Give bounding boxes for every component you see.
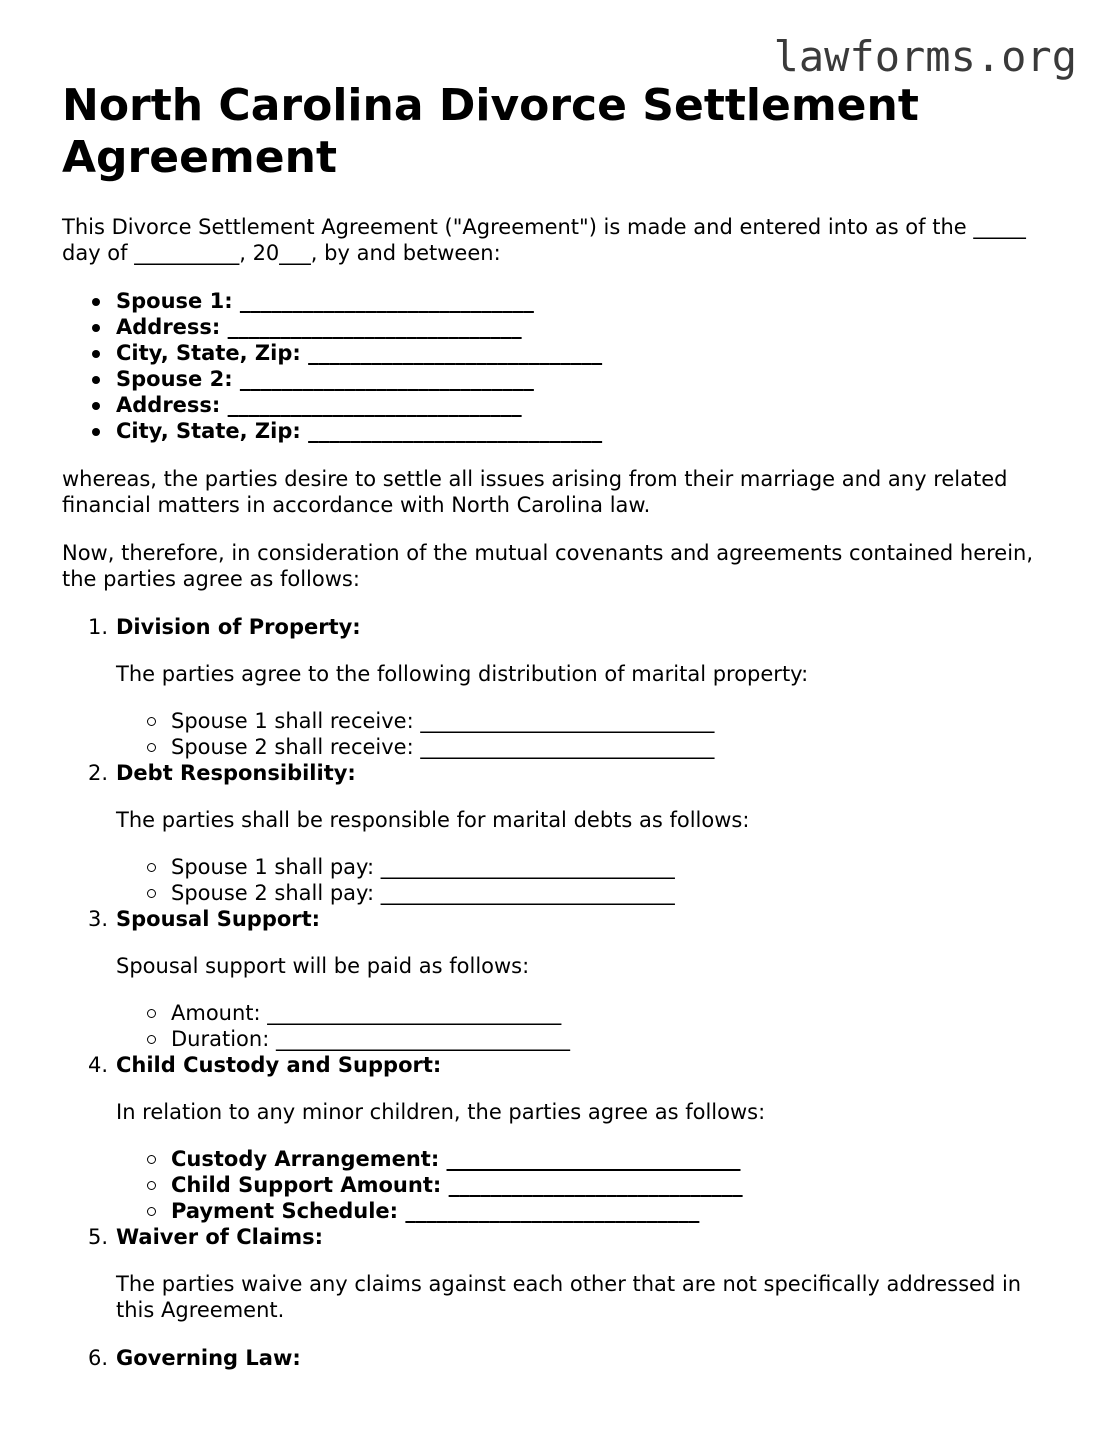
document-title: North Carolina Divorce Settlement Agreement [62,80,919,183]
party-spouse1-address: Address: ____________________________ [116,314,1062,340]
list-item: Duration: ____________________________ [171,1026,1062,1052]
parties-list [62,288,1062,444]
list-item: Amount: ____________________________ [171,1000,1062,1026]
section-title: Governing Law: [116,1346,301,1370]
section-description: Spousal support will be paid as follows: [116,954,530,978]
section-items [116,1000,1062,1052]
section-number: 3. [88,907,109,931]
sections-list [62,614,1062,1371]
list-item: Custody Arrangement: ____________________________ [171,1146,1062,1172]
section-number: 5. [88,1225,109,1249]
intro-paragraph: This Divorce Settlement Agreement ("Agreement") is made and entered into as of the _____ day of __________, 20___, by and between: [62,215,1026,265]
section-description: The parties shall be responsible for marital debts as follows: [116,808,750,832]
party-spouse2-name: Spouse 2: ____________________________ [116,366,1062,392]
section-title: Waiver of Claims: [116,1225,324,1249]
section-waiver-of-claims [88,1224,1062,1323]
section-title: Spousal Support: [116,907,321,931]
section-items [116,854,1062,906]
party-spouse1-name: Spouse 1: ____________________________ [116,288,1062,314]
section-items [116,1146,1062,1224]
now-therefore-paragraph: Now, therefore, in consideration of the mutual covenants and agreements contained herein, the parties agree as follows: [62,541,1034,591]
party-spouse2-address: Address: ____________________________ [116,392,1062,418]
section-title: Division of Property: [116,615,361,639]
list-item: Spouse 1 shall receive: ____________________________ [171,708,1062,734]
whereas-paragraph: whereas, the parties desire to settle all issues arising from their marriage and any related financial matters in accordance with North Carolina law. [62,467,1008,517]
section-title: Debt Responsibility: [116,761,356,785]
party-spouse1-city: City, State, Zip: ____________________________ [116,340,1062,366]
list-item: Spouse 2 shall receive: ____________________________ [171,734,1062,760]
section-child-custody [88,1052,1062,1224]
section-number: 1. [88,615,109,639]
document-page [62,80,1062,1371]
list-item: Spouse 2 shall pay: ____________________________ [171,880,1062,906]
section-debt-responsibility [88,760,1062,906]
section-number: 6. [88,1346,109,1370]
section-title: Child Custody and Support: [116,1053,442,1077]
section-division-of-property [88,614,1062,760]
list-item: Payment Schedule: ____________________________ [171,1198,1062,1224]
lawforms-watermark: lawforms.org [773,32,1077,81]
section-number: 2. [88,761,109,785]
list-item: Spouse 1 shall pay: ____________________________ [171,854,1062,880]
section-description: In relation to any minor children, the parties agree as follows: [116,1100,766,1124]
section-number: 4. [88,1053,109,1077]
list-item: Child Support Amount: ____________________________ [171,1172,1062,1198]
section-spousal-support [88,906,1062,1052]
party-spouse2-city: City, State, Zip: ____________________________ [116,418,1062,444]
section-items [116,708,1062,760]
section-governing-law [88,1345,1062,1371]
section-description: The parties waive any claims against each other that are not specifically addressed in this Agreement. [116,1272,1022,1322]
section-description: The parties agree to the following distribution of marital property: [116,662,809,686]
